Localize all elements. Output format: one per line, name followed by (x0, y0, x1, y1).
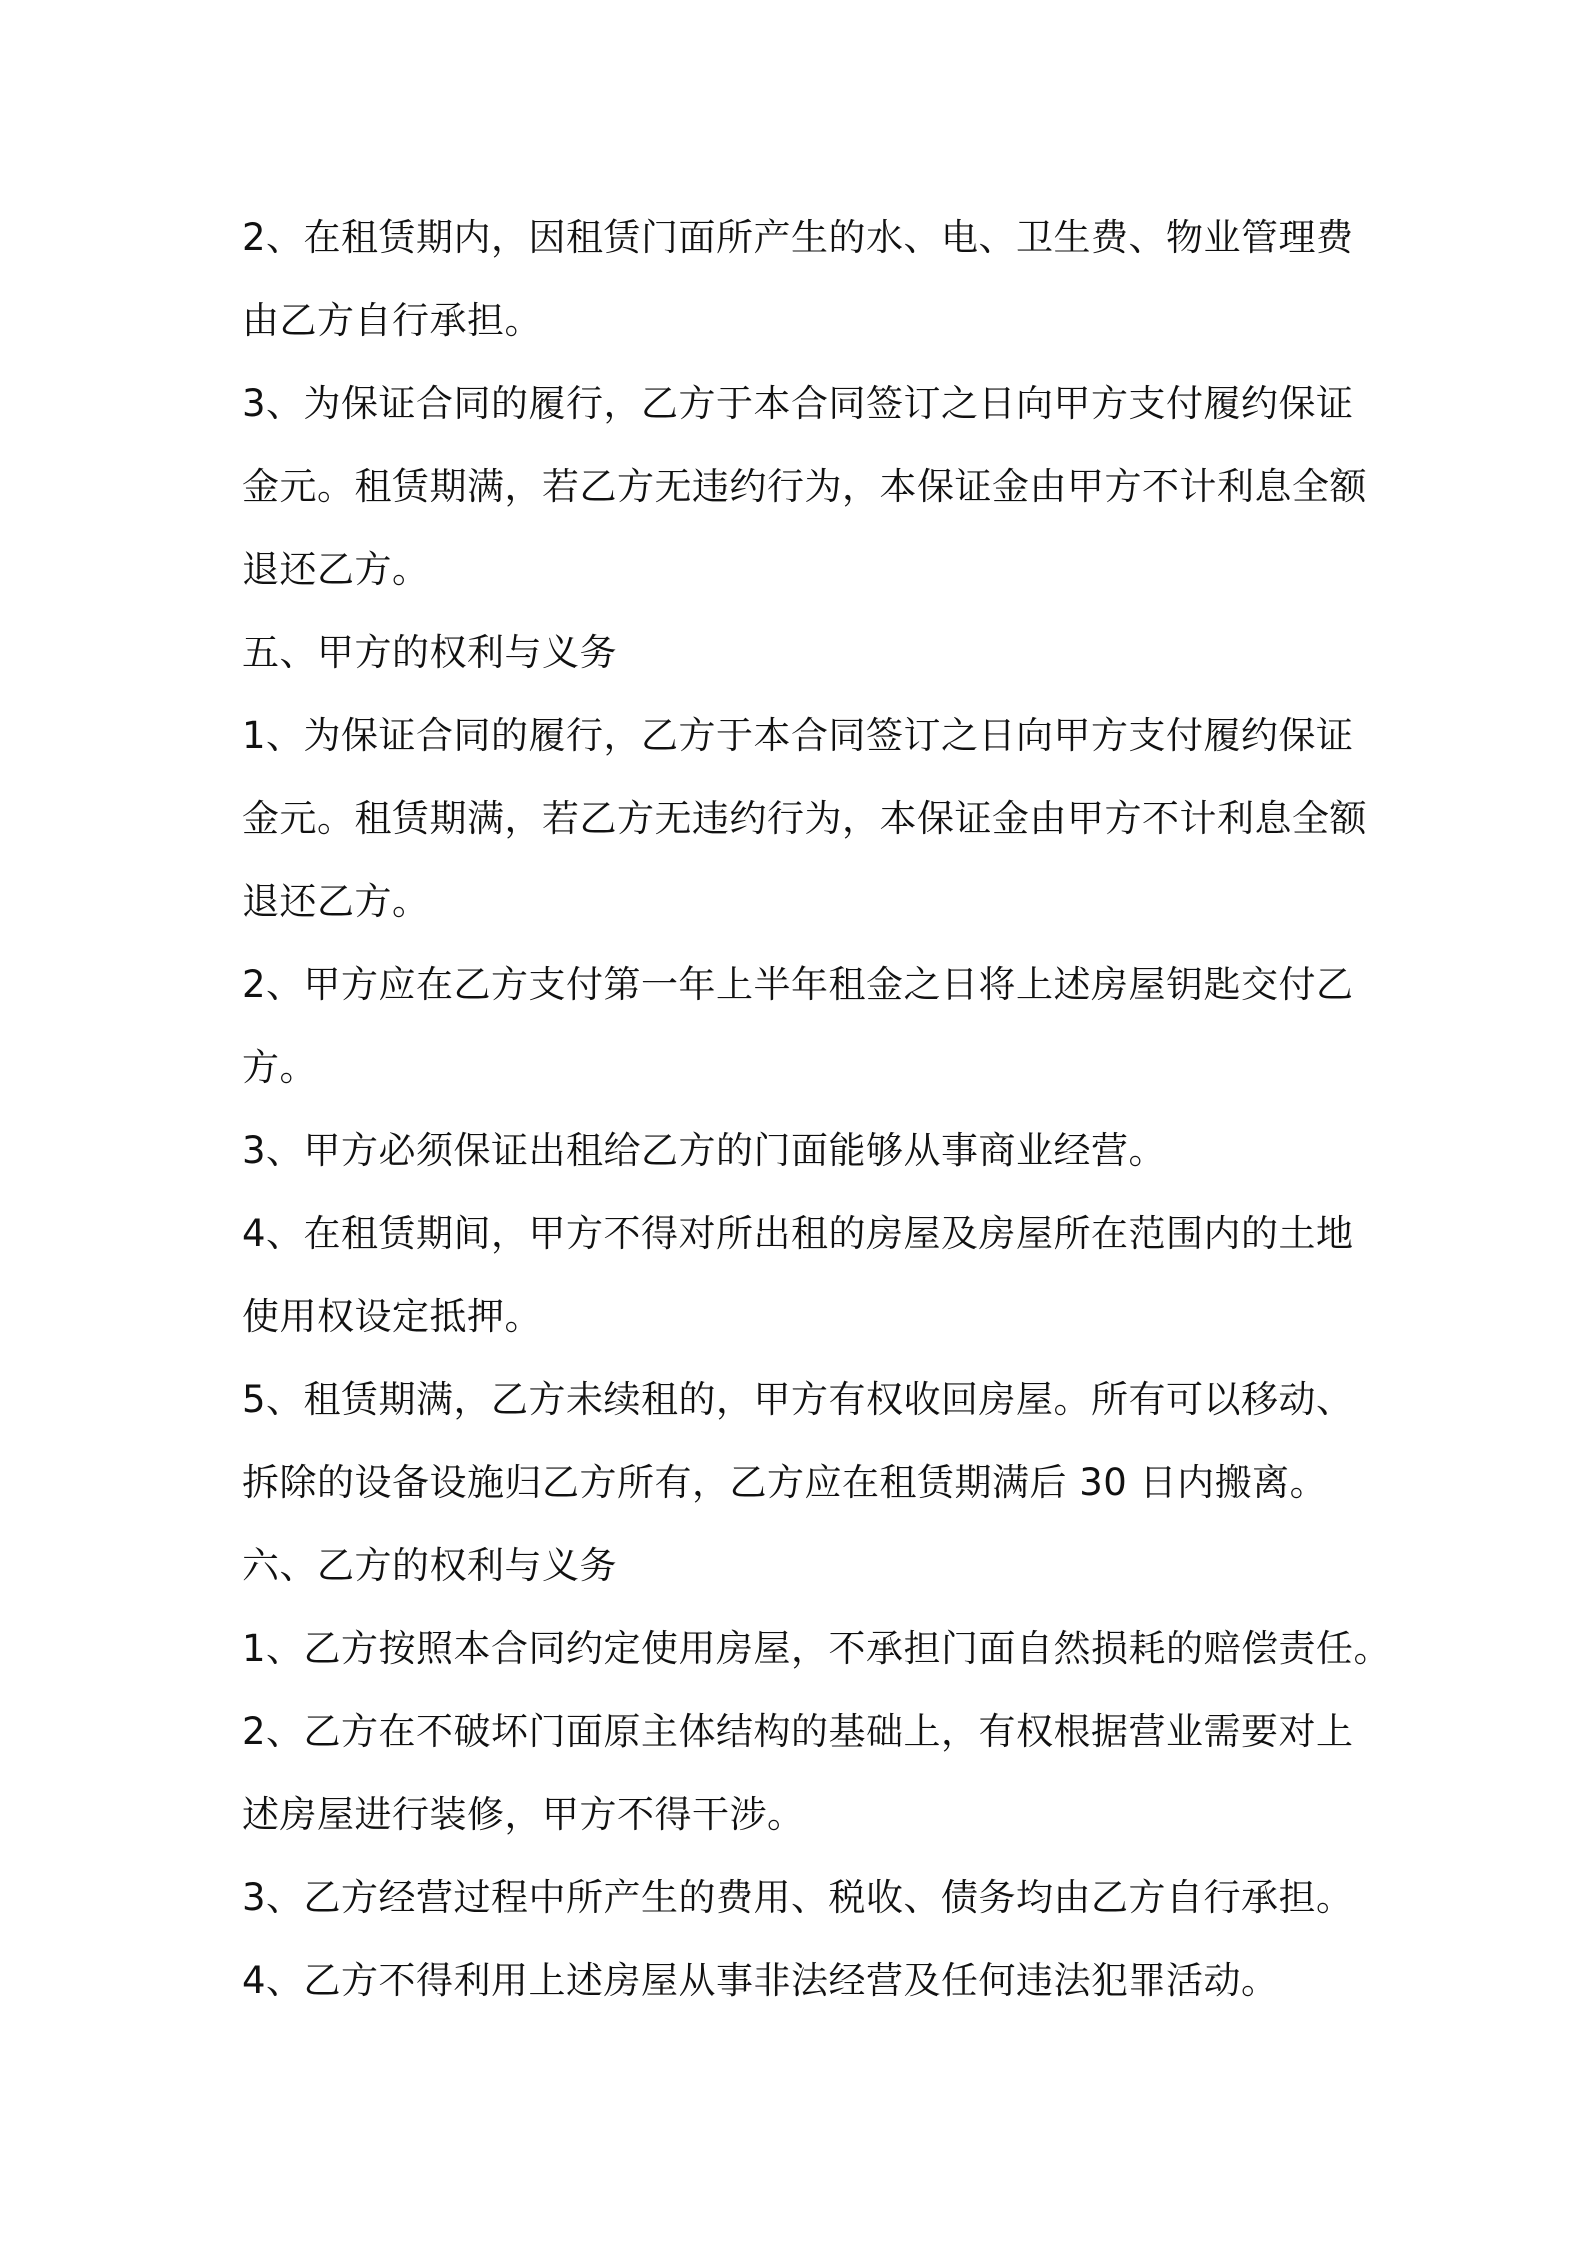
paragraph-line: 2、在租赁期内，因租赁门面所产生的水、电、卫生费、物业管理费 (242, 216, 1354, 259)
paragraph-line: 退还乙方。 (242, 880, 430, 923)
paragraph-line: 3、为保证合同的履行，乙方于本合同签订之日向甲方支付履约保证 (242, 382, 1354, 425)
paragraph-line: 3、甲方必须保证出租给乙方的门面能够从事商业经营。 (242, 1129, 1167, 1172)
section-heading: 五、甲方的权利与义务 (242, 631, 617, 674)
paragraph-line: 由乙方自行承担。 (242, 299, 542, 342)
paragraph-line: 拆除的设备设施归乙方所有，乙方应在租赁期满后 30 日内搬离。 (242, 1461, 1328, 1504)
paragraph-line: 4、在租赁期间，甲方不得对所出租的房屋及房屋所在范围内的土地 (242, 1212, 1354, 1255)
paragraph-line: 5、租赁期满，乙方未续租的，甲方有权收回房屋。所有可以移动、 (242, 1378, 1354, 1421)
paragraph-line: 2、甲方应在乙方支付第一年上半年租金之日将上述房屋钥匙交付乙 (242, 963, 1354, 1006)
paragraph-line: 退还乙方。 (242, 548, 430, 591)
paragraph-line: 2、乙方在不破坏门面原主体结构的基础上，有权根据营业需要对上 (242, 1710, 1354, 1753)
paragraph-line: 金元。租赁期满，若乙方无违约行为，本保证金由甲方不计利息全额 (242, 797, 1367, 840)
paragraph-line: 1、乙方按照本合同约定使用房屋，不承担门面自然损耗的赔偿责任。 (242, 1627, 1392, 1670)
paragraph-line: 3、乙方经营过程中所产生的费用、税收、债务均由乙方自行承担。 (242, 1876, 1354, 1919)
section-heading: 六、乙方的权利与义务 (242, 1544, 617, 1587)
paragraph-line: 使用权设定抵押。 (242, 1295, 542, 1338)
document-body (242, 196, 1392, 2022)
paragraph-line: 4、乙方不得利用上述房屋从事非法经营及任何违法犯罪活动。 (242, 1959, 1279, 2002)
paragraph-line: 1、为保证合同的履行，乙方于本合同签订之日向甲方支付履约保证 (242, 714, 1354, 757)
paragraph-line: 述房屋进行装修，甲方不得干涉。 (242, 1793, 805, 1836)
paragraph-line: 金元。租赁期满，若乙方无违约行为，本保证金由甲方不计利息全额 (242, 465, 1367, 508)
paragraph-line: 方。 (242, 1046, 317, 1089)
